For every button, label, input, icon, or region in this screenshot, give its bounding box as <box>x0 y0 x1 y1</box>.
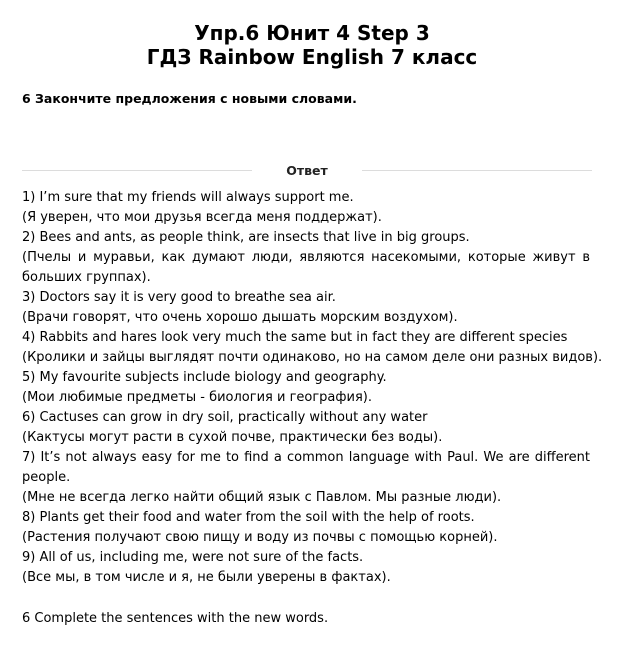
answer-divider <box>22 160 592 180</box>
answer-ru-6: (Кактусы могут расти в сухой почве, практически без воды). <box>22 430 443 445</box>
answer-ru-4: (Кролики и зайцы выглядят почти одинаково, но на самом деле они разных видов). <box>22 350 603 365</box>
answer-en-3: 3) Doctors say it is very good to breathe sea air. <box>22 290 336 305</box>
answer-ru-7: (Мне не всегда легко найти общий язык с Павлом. Мы разные люди). <box>22 490 502 505</box>
answer-en-1: 1) I’m sure that my friends will always support me. <box>22 190 354 205</box>
footer-text: 6 Complete the sentences with the new words. <box>22 611 329 626</box>
page-title: Упр.6 Юнит 4 Step 3 <box>194 21 430 45</box>
divider-line-left <box>22 170 252 171</box>
answer-en-5: 5) My favourite subjects include biology and geography. <box>22 370 387 385</box>
answer-en-6: 6) Cactuses can grow in dry soil, practically without any water <box>22 410 428 425</box>
answer-en-4: 4) Rabbits and hares look very much the same but in fact they are different species <box>22 330 568 345</box>
task-instruction: 6 Закончите предложения с новыми словами. <box>22 91 357 106</box>
answer-ru-1: (Я уверен, что мои друзья всегда меня поддержат). <box>22 210 382 225</box>
answer-ru-9: (Все мы, в том числе и я, не были уверены в фактах). <box>22 570 391 585</box>
answer-heading: Ответ <box>286 162 328 178</box>
answer-ru-8: (Растения получают свою пищу и воду из почвы с помощью корней). <box>22 530 498 545</box>
divider-line-right <box>362 170 592 171</box>
answer-en-9: 9) All of us, including me, were not sure of the facts. <box>22 550 364 565</box>
answer-list <box>22 188 603 588</box>
answer-ru-5: (Мои любимые предметы - биология и география). <box>22 390 372 405</box>
answer-en-8: 8) Plants get their food and water from the soil with the help of roots. <box>22 510 475 525</box>
answer-ru-3: (Врачи говорят, что очень хорошо дышать морским воздухом). <box>22 310 458 325</box>
answer-ru-2: (Пчелы и муравьи, как думают люди, являются насекомыми, которые живут в больших группах). <box>22 250 590 285</box>
page-subtitle: ГДЗ Rainbow English 7 класс <box>146 45 478 69</box>
answer-en-2: 2) Bees and ants, as people think, are insects that live in big groups. <box>22 230 470 245</box>
answer-en-7: 7) It’s not always easy for me to find a common language with Paul. We are different people. <box>22 450 590 485</box>
